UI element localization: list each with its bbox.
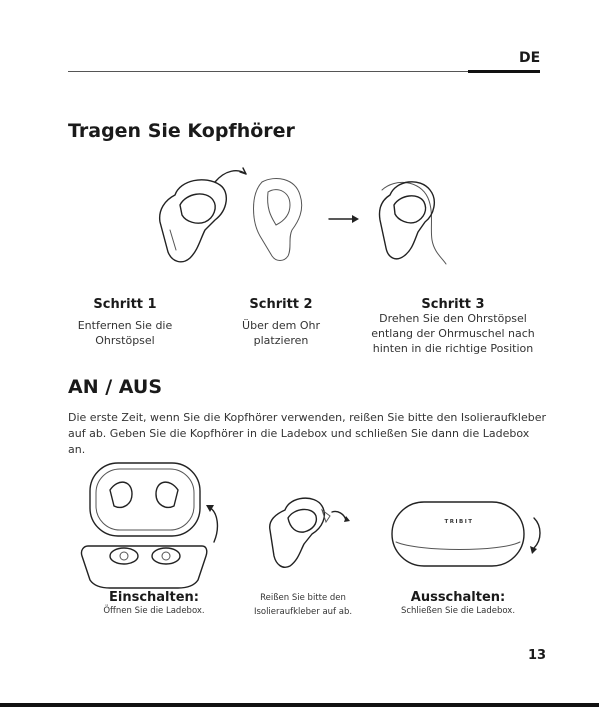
language-label: DE <box>519 50 541 66</box>
footer-bar <box>0 703 599 707</box>
section-title-onoff: AN / AUS <box>68 376 163 398</box>
case-brand-logo: TRIBIT <box>444 519 474 525</box>
arrow-right-icon <box>329 215 359 223</box>
power-on-text: Öffnen Sie die Ladebox. <box>103 606 205 616</box>
earbud-on-ear-illustration-step3 <box>379 182 446 264</box>
step1-text: Entfernen Sie die Ohrstöpsel <box>77 319 173 347</box>
step2-title: Schritt 2 <box>249 297 313 312</box>
step1-title: Schritt 1 <box>93 297 157 312</box>
earbud-illustration-step1 <box>160 180 227 262</box>
section-title-wear: Tragen Sie Kopfhörer <box>68 120 295 142</box>
step3-title: Schritt 3 <box>421 297 485 312</box>
earbud-with-sticker-illustration <box>270 498 350 567</box>
power-off-title: Ausschalten: <box>410 590 506 605</box>
power-on-title: Einschalten: <box>108 590 199 605</box>
closed-charging-case-illustration <box>392 502 524 566</box>
step2-text: Über dem Ohr platzieren <box>242 319 320 347</box>
curved-arrow-icon-close <box>534 518 540 548</box>
onoff-paragraph: Die erste Zeit, wenn Sie die Kopfhörer verwenden, reißen Sie bitte den Isolieraufkleber auf ab. Geben Sie die Kopfhörer in die Ladebox und schließen Sie dann die Ladebox an. <box>68 411 547 456</box>
curved-arrow-icon <box>209 507 217 542</box>
sticker-caption: Reißen Sie bitte den Isolieraufkleber auf ab. <box>253 593 353 617</box>
power-off-text: Schließen Sie die Ladebox. <box>400 606 516 616</box>
open-charging-case-illustration <box>81 463 206 588</box>
page-number: 13 <box>528 648 547 663</box>
step3-text: Drehen Sie den Ohrstöpsel entlang der Ohrmuschel nach hinten in die richtige Position <box>371 312 535 355</box>
ear-illustration-step2 <box>254 178 302 260</box>
